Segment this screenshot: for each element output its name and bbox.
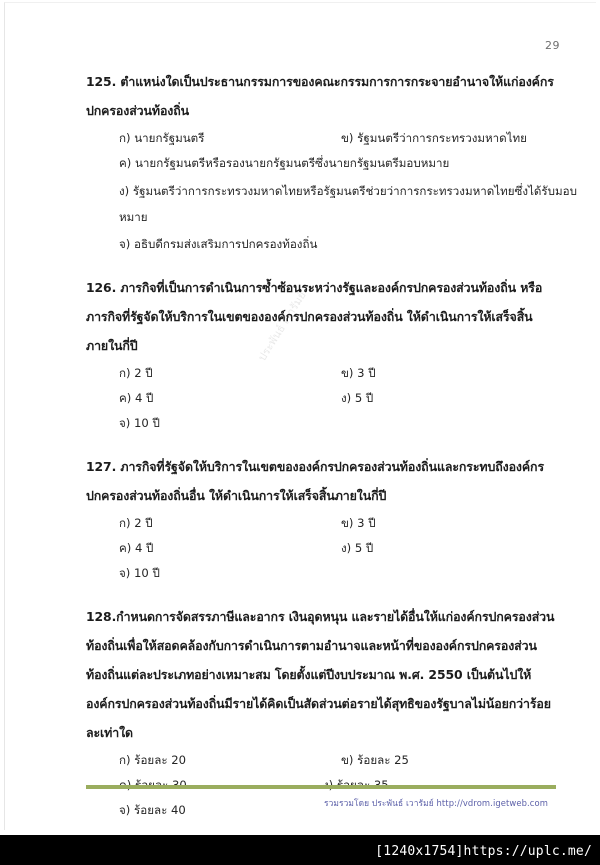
option-128-a[interactable]: ก) ร้อยละ 20: [119, 753, 186, 767]
option-128-b[interactable]: ข) ร้อยละ 25: [341, 753, 409, 767]
question-text-127: 127. ภารกิจที่รัฐจัดให้บริการในเขตขององค์กรปกครองส่วนท้องถิ่นและกระทบถึงองค์กรปกครองส่วนท้องถิ่นอื่น ให้ดำเนินการให้เสร็จสิ้นภายในกี่ปี: [86, 459, 545, 503]
spacer: [86, 592, 556, 602]
document-page: [4, 2, 596, 830]
option-127-a[interactable]: ก) 2 ปี: [119, 516, 153, 530]
option-126-b[interactable]: ข) 3 ปี: [341, 366, 376, 380]
option-row: [86, 386, 556, 411]
option-row: [86, 536, 556, 561]
option-row: [86, 232, 556, 257]
footer-credit: [324, 796, 548, 810]
question-block-128: [86, 602, 556, 823]
option-row: [86, 126, 556, 151]
footer-credit-text: รวมรวมโดย ประพันธ์ เวารัมย์: [323, 798, 434, 808]
option-125-c[interactable]: ค) นายกรัฐมนตรีหรือรองนายกรัฐมนตรีซึ่งนายกรัฐมนตรีมอบหมาย: [119, 156, 450, 170]
option-row: [86, 511, 556, 536]
option-126-e[interactable]: จ) 10 ปี: [119, 416, 160, 430]
option-127-d[interactable]: ง) 5 ปี: [341, 541, 374, 555]
option-127-b[interactable]: ข) 3 ปี: [341, 516, 376, 530]
question-block-126: [86, 273, 556, 436]
question-text-128: 128.กำหนดการจัดสรรภาษีและอากร เงินอุดหนุน และรายได้อื่นให้แก่องค์กรปกครองส่วนท้องถิ่นเพื่อให้สอดคล้องกับการดำเนินการตามอำนาจและหน้าที่ขององค์กรปกครองส่วนท้องถิ่นแต่ละประเภทอย่างเหมาะสม โดยตั้งแต่ปีงบประมาณ พ.ศ. 2550 เป็นต้นไปให้องค์กรปกครองส่วนท้องถิ่นมีรายได้คิดเป็นสัดส่วนต่อรายได้สุทธิของรัฐบาลไม่น้อยกว่าร้อยละเท่าใด: [86, 609, 555, 740]
option-125-d[interactable]: ง) รัฐมนตรีว่าการกระทรวงมหาดไทยหรือรัฐมนตรีช่วยว่าการกระทรวงมหาดไทยซึ่งได้รับมอบหมาย: [119, 184, 577, 224]
option-row: [86, 411, 556, 436]
option-125-a[interactable]: ก) นายกรัฐมนตรี: [119, 131, 205, 145]
question-text-125: 125. ตำแหน่งใดเป็นประธานกรรมการของคณะกรรมการการกระจายอำนาจให้แก่องค์กรปกครองส่วนท้องถิ่น: [86, 74, 554, 118]
question-text-126: 126. ภารกิจที่เป็นการดำเนินการซ้ำซ้อนระหว่างรัฐและองค์กรปกครองส่วนท้องถิ่น หรือภารกิจที่รัฐจัดให้บริการในเขตขององค์กรปกครองส่วนท้องถิ่น ให้ดำเนินการให้เสร็จสิ้นภายในกี่ปี: [86, 280, 543, 353]
spacer: [86, 263, 556, 273]
page-watermark: ประพันธ์ เวารัมย์: [255, 289, 309, 364]
option-125-e[interactable]: จ) อธิบดีกรมส่งเสริมการปกครองท้องถิ่น: [119, 237, 318, 251]
option-row: [86, 361, 556, 386]
footer-url[interactable]: http://vdrom.igetweb.com: [436, 798, 548, 808]
footer-divider: [86, 785, 556, 789]
option-list-125: [86, 126, 577, 257]
option-row: [86, 748, 556, 773]
page-number: 29: [545, 39, 560, 52]
question-list: [86, 67, 577, 829]
option-127-e[interactable]: จ) 10 ปี: [119, 566, 160, 580]
question-block-125: [86, 67, 577, 257]
option-126-a[interactable]: ก) 2 ปี: [119, 366, 153, 380]
option-row: [86, 178, 577, 230]
question-block-127: [86, 452, 556, 586]
option-128-e[interactable]: จ) ร้อยละ 40: [119, 803, 186, 817]
viewer-bottom-banner: [0, 835, 600, 865]
option-list-127: [86, 511, 556, 586]
spacer: [86, 442, 556, 452]
option-127-c[interactable]: ค) 4 ปี: [119, 541, 154, 555]
option-row: [86, 151, 556, 176]
image-size-and-host-label[interactable]: [1240x1754]https://uplc.me/: [375, 844, 592, 859]
option-125-b[interactable]: ข) รัฐมนตรีว่าการกระทรวงมหาดไทย: [341, 131, 527, 145]
option-list-126: [86, 361, 556, 436]
option-126-d[interactable]: ง) 5 ปี: [341, 391, 374, 405]
option-126-c[interactable]: ค) 4 ปี: [119, 391, 154, 405]
option-row: [86, 561, 556, 586]
